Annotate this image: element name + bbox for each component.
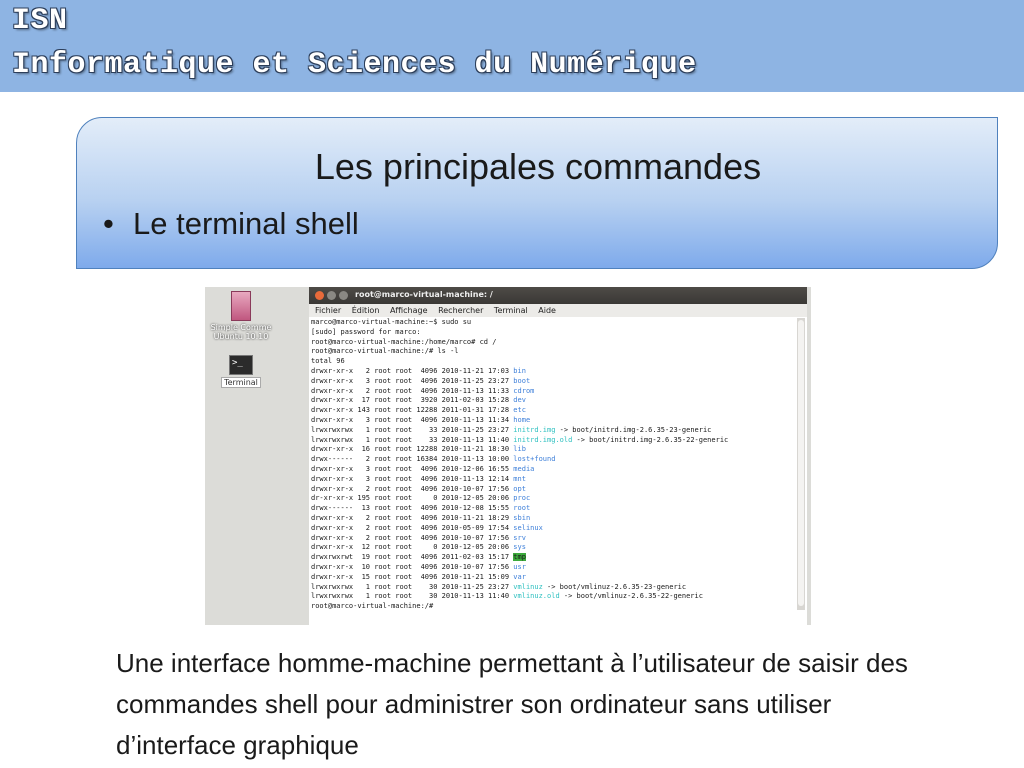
terminal-line: [311, 543, 795, 553]
terminal-line: [311, 553, 795, 563]
terminal-line-text: drwxr-xr-x 2 root root 4096 2010-10-07 17:56: [311, 484, 514, 493]
terminal-line-text: drwxr-xr-x 2 root root 4096 2010-11-21 17:03: [311, 366, 514, 375]
terminal-line: [311, 406, 795, 416]
terminal-line-text: root@marco-virtual-machine:/home/marco# cd /: [311, 337, 497, 346]
terminal-icon-label: Terminal: [221, 377, 261, 388]
menu-rechercher[interactable]: Rechercher: [438, 306, 484, 315]
terminal-line-text: drwxr-xr-x 3 root root 4096 2010-12-06 16:55: [311, 464, 514, 473]
terminal-line: [311, 338, 795, 348]
bullet-item: [103, 206, 359, 242]
terminal-line-text: drwxr-xr-x 2 root root 4096 2010-11-21 18:29: [311, 513, 514, 522]
terminal-window[interactable]: [309, 287, 807, 625]
terminal-line: [311, 504, 795, 514]
terminal-menubar: [309, 304, 807, 317]
close-icon[interactable]: [315, 291, 324, 300]
terminal-entry-name: lost+found: [513, 455, 556, 464]
menu-affichage[interactable]: Affichage: [389, 306, 428, 315]
terminal-line-text: drwxrwxrwt 19 root root 4096 2011-02-03 15:17: [311, 553, 514, 562]
terminal-entry-name: initrd.img.old: [513, 435, 573, 444]
terminal-entry-name: tmp: [513, 553, 526, 562]
menu-edition[interactable]: Édition: [351, 306, 380, 315]
terminal-line: [311, 387, 795, 397]
terminal-entry-name: selinux: [513, 523, 543, 532]
terminal-link-target: -> boot/initrd.img-2.6.35-23-generic: [555, 425, 712, 434]
terminal-entry-name: sbin: [513, 513, 531, 522]
terminal-entry-name: proc: [513, 494, 531, 503]
terminal-line-text: drwxr-xr-x 3 root root 4096 2010-11-13 12:14: [311, 474, 514, 483]
terminal-line-text: drwxr-xr-x 143 root root 12288 2011-01-31 17:28: [311, 406, 514, 415]
terminal-entry-name: mnt: [513, 474, 526, 483]
desktop-ubuntu-icon[interactable]: [209, 291, 273, 341]
terminal-line: [311, 524, 795, 534]
terminal-entry-name: lib: [513, 445, 526, 454]
terminal-line: [311, 485, 795, 495]
terminal-line: [311, 514, 795, 524]
terminal-line: [311, 534, 795, 544]
terminal-line-text: total 96: [311, 357, 345, 366]
terminal-line: [311, 445, 795, 455]
banner-acronym: ISN: [12, 4, 68, 38]
terminal-line-text: lrwxrwxrwx 1 root root 33 2010-11-25 23:27: [311, 425, 514, 434]
terminal-entry-name: bin: [513, 366, 526, 375]
minimize-icon[interactable]: [327, 291, 336, 300]
terminal-screenshot: [205, 287, 811, 625]
terminal-line-text: drwx------ 13 root root 4096 2010-12-08 15:55: [311, 504, 514, 513]
terminal-line-text: lrwxrwxrwx 1 root root 33 2010-11-13 11:40: [311, 435, 514, 444]
terminal-entry-name: sys: [513, 543, 526, 552]
ubuntu-icon-label: Simple Comme Ubuntu 10.10: [210, 323, 272, 341]
terminal-line-text: dr-xr-xr-x 195 root root 0 2010-12-05 20:06: [311, 494, 514, 503]
terminal-entry-name: media: [513, 464, 535, 473]
terminal-line-text: drwxr-xr-x 10 root root 4096 2010-10-07 17:56: [311, 562, 514, 571]
terminal-line: [311, 416, 795, 426]
terminal-line: [311, 426, 795, 436]
slide-description: Une interface homme-machine permettant à l’utilisateur de saisir des commandes shell pour administrer son ordinateur sans utiliser d’interface graphique: [116, 648, 908, 760]
terminal-entry-name: usr: [513, 562, 526, 571]
terminal-line: [311, 583, 795, 593]
terminal-link-target: -> boot/initrd.img-2.6.35-22-generic: [572, 435, 729, 444]
terminal-entry-name: vmlinuz: [513, 582, 543, 591]
terminal-entry-name: initrd.img: [513, 425, 556, 434]
header-banner: [0, 0, 1024, 92]
terminal-line-text: drwx------ 2 root root 16384 2010-11-13 10:00: [311, 455, 514, 464]
terminal-output[interactable]: [311, 318, 795, 618]
terminal-line: [311, 357, 795, 367]
terminal-line-text: drwxr-xr-x 3 root root 4096 2010-11-25 23:27: [311, 376, 514, 385]
terminal-entry-name: dev: [513, 396, 526, 405]
terminal-entry-name: cdrom: [513, 386, 535, 395]
menu-aide[interactable]: Aide: [538, 306, 556, 315]
terminal-line: [311, 494, 795, 504]
maximize-icon[interactable]: [339, 291, 348, 300]
terminal-line-text: drwxr-xr-x 12 root root 0 2010-12-05 20:06: [311, 543, 514, 552]
terminal-line: [311, 377, 795, 387]
terminal-line: [311, 475, 795, 485]
terminal-line: [311, 347, 795, 357]
ubuntu-cd-icon: [231, 291, 251, 321]
bullet-text: Le terminal shell: [133, 206, 359, 241]
terminal-entry-name: etc: [513, 406, 526, 415]
terminal-line-text: drwxr-xr-x 17 root root 3920 2011-02-03 15:28: [311, 396, 514, 405]
desktop-terminal-icon[interactable]: [219, 355, 263, 387]
banner-subtitle: Informatique et Sciences du Numérique: [12, 48, 697, 82]
menu-fichier[interactable]: Fichier: [315, 306, 342, 315]
terminal-line-text: drwxr-xr-x 2 root root 4096 2010-11-13 11:33: [311, 386, 514, 395]
title-panel: [76, 117, 998, 269]
scrollbar-thumb[interactable]: [798, 320, 804, 606]
menu-terminal[interactable]: Terminal: [493, 306, 528, 315]
terminal-line: [311, 465, 795, 475]
terminal-line-text: marco@marco-virtual-machine:~$ sudo su: [311, 318, 472, 326]
terminal-line-text: drwxr-xr-x 15 root root 4096 2010-11-21 15:09: [311, 572, 514, 581]
terminal-link-target: -> boot/vmlinuz-2.6.35-23-generic: [542, 582, 687, 591]
terminal-line: [311, 318, 795, 328]
terminal-line-text: root@marco-virtual-machine:/#: [311, 602, 434, 611]
terminal-line-text: drwxr-xr-x 2 root root 4096 2010-10-07 17:56: [311, 533, 514, 542]
terminal-line: [311, 367, 795, 377]
window-title: root@marco-virtual-machine: /: [355, 290, 493, 299]
terminal-entry-name: home: [513, 415, 531, 424]
terminal-icon: >_: [229, 355, 253, 375]
terminal-line: [311, 396, 795, 406]
terminal-line: [311, 592, 795, 602]
terminal-line: [311, 328, 795, 338]
terminal-line-text: lrwxrwxrwx 1 root root 30 2010-11-13 11:40: [311, 592, 514, 601]
terminal-entry-name: root: [513, 504, 531, 513]
slide-title: Les principales commandes: [314, 146, 762, 187]
terminal-entry-name: opt: [513, 484, 526, 493]
terminal-line: [311, 563, 795, 573]
terminal-entry-name: vmlinuz.old: [513, 592, 560, 601]
terminal-entry-name: srv: [513, 533, 526, 542]
terminal-titlebar[interactable]: [309, 287, 807, 304]
terminal-link-target: -> boot/vmlinuz-2.6.35-22-generic: [559, 592, 703, 601]
terminal-line-text: lrwxrwxrwx 1 root root 30 2010-11-25 23:27: [311, 582, 514, 591]
terminal-line-text: [sudo] password for marco:: [311, 327, 421, 336]
terminal-line-text: drwxr-xr-x 2 root root 4096 2010-05-09 17:54: [311, 523, 514, 532]
terminal-line: [311, 436, 795, 446]
terminal-line-text: root@marco-virtual-machine:/# ls -l: [311, 347, 459, 356]
terminal-line-text: drwxr-xr-x 3 root root 4096 2010-11-13 11:34: [311, 415, 514, 424]
terminal-line: [311, 455, 795, 465]
terminal-line: [311, 602, 795, 612]
terminal-entry-name: boot: [513, 376, 531, 385]
terminal-line: [311, 573, 795, 583]
terminal-scrollbar[interactable]: [797, 318, 805, 610]
terminal-entry-name: var: [513, 572, 526, 581]
terminal-line-text: drwxr-xr-x 16 root root 12288 2010-11-21 18:30: [311, 445, 514, 454]
bullet-icon: •: [103, 206, 114, 241]
